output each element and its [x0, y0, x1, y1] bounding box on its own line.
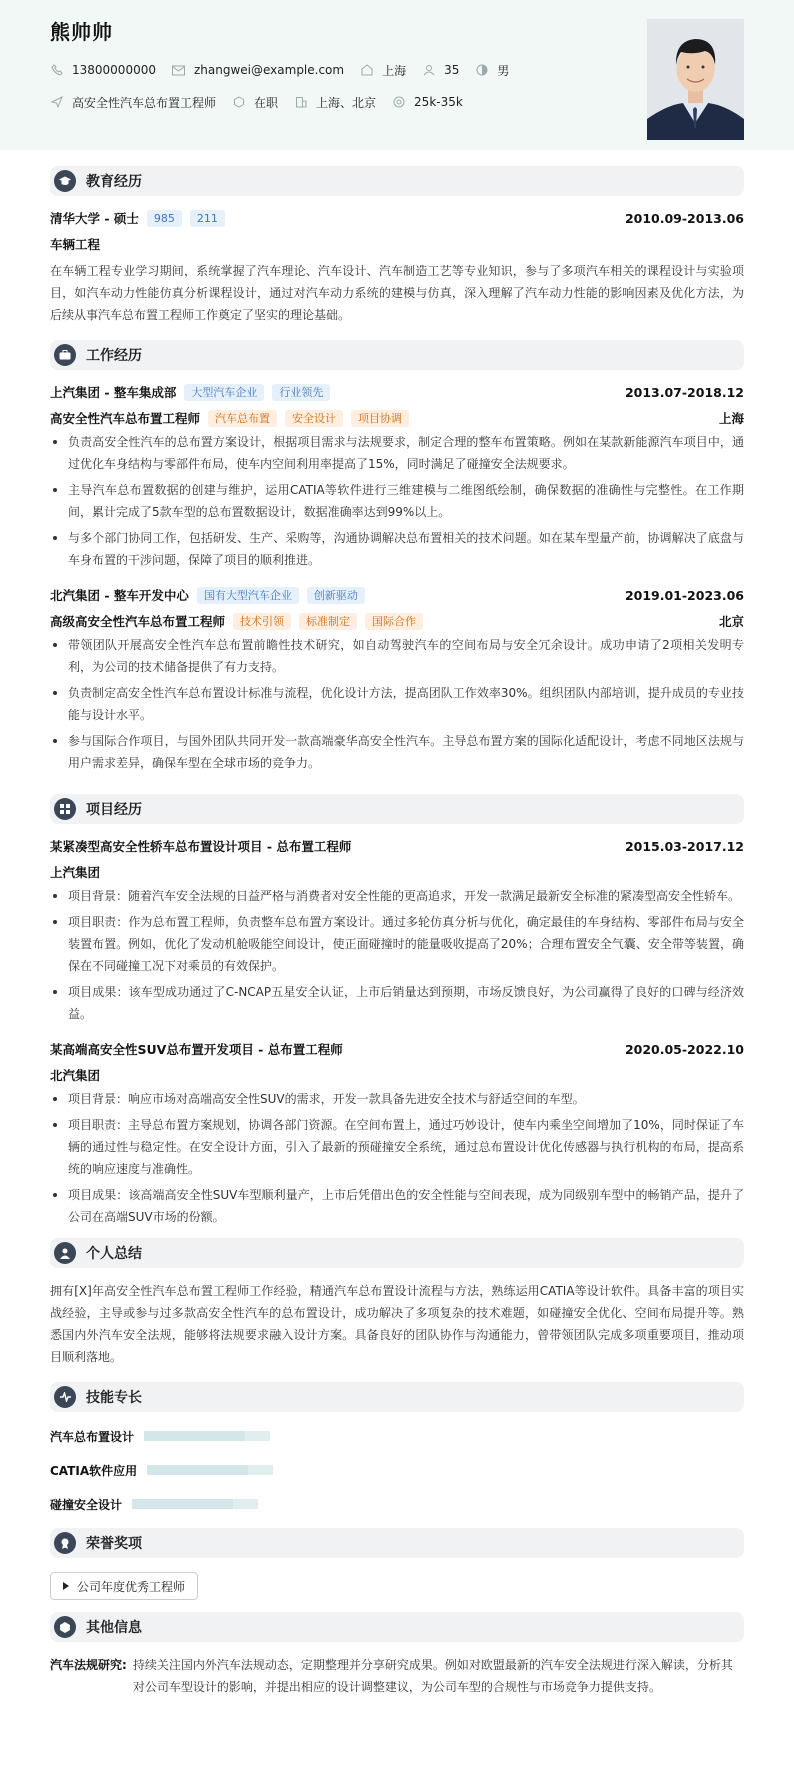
skill-name: 汽车总布置设计 [50, 1429, 135, 1444]
company-tag: 大型汽车企业 [184, 384, 264, 401]
location-icon [360, 63, 374, 77]
project-name: 某紧凑型高安全性轿车总布置设计项目 - 总布置工程师 [50, 839, 352, 854]
section-title-project: 项目经历 [86, 802, 142, 818]
section-title-skills: 技能专长 [86, 1390, 142, 1406]
target-city-item [294, 94, 376, 111]
project-name: 某高端高安全性SUV总布置开发项目 - 总布置工程师 [50, 1042, 343, 1057]
work-company-row [50, 382, 744, 402]
gender-item [475, 62, 509, 79]
resume-body [0, 150, 794, 1698]
role-tag: 汽车总布置 [208, 410, 277, 427]
project-company-row [50, 862, 744, 882]
work-date: 2019.01-2023.06 [624, 587, 744, 603]
pulse-icon [54, 1386, 76, 1408]
project-item [50, 836, 744, 1025]
education-header [50, 208, 744, 228]
position-item [50, 94, 216, 111]
skill-name: 碰撞安全设计 [50, 1497, 123, 1512]
school-name: 清华大学 - 硕士 [50, 211, 139, 226]
project-date: 2015.03-2017.12 [624, 838, 744, 854]
age-text: 35 [444, 63, 460, 77]
section-project [50, 794, 744, 824]
company-name: 上汽集团 - 整车集成部 [50, 385, 177, 400]
role-name: 高安全性汽车总布置工程师 [50, 411, 201, 426]
project-company: 上汽集团 [50, 865, 101, 880]
section-work [50, 340, 744, 370]
skill-bar [132, 1499, 258, 1509]
education-date: 2010.09-2013.06 [624, 210, 744, 226]
project-header [50, 836, 744, 856]
phone-item [50, 63, 156, 77]
work-item [50, 585, 744, 774]
work-location: 北京 [718, 614, 744, 629]
role-tag: 技术引领 [233, 613, 291, 630]
target-city-text: 上海、北京 [316, 95, 377, 110]
work-bullet: 带领团队开展高安全性汽车总布置前瞻性技术研究，如自动驾驶汽车的空间布局与安全冗余设计。成功申请了2项相关发明专利，为公司的技术储备提供了有力支持。 [50, 634, 744, 678]
briefcase-icon [54, 344, 76, 366]
salary-text: 25k-35k [414, 95, 463, 109]
school-tag: 985 [147, 210, 182, 227]
role-tag: 项目协调 [351, 410, 409, 427]
hexagon-icon [232, 95, 246, 109]
info-icon [54, 1616, 76, 1638]
project-company-row [50, 1065, 744, 1085]
role-name: 高级高安全性汽车总布置工程师 [50, 614, 226, 629]
work-item [50, 382, 744, 571]
email-item [172, 63, 344, 77]
work-bullet: 负责制定高安全性汽车总布置设计标准与流程，优化设计方法，提高团队工作效率30%。组织团队内部培训，提升成员的专业技能与设计水平。 [50, 682, 744, 726]
email-text: zhangwei@example.com [193, 63, 345, 77]
send-icon [50, 95, 64, 109]
role-tag: 国际合作 [365, 613, 423, 630]
city-text: 上海 [382, 63, 407, 78]
other-label: 汽车法规研究: [50, 1658, 127, 1672]
skill-bar [144, 1431, 270, 1441]
project-bullet: 项目成果：该车型成功通过了C-NCAP五星安全认证，上市后销量达到预期，市场反馈良好，为公司赢得了良好的口碑与经济效益。 [50, 981, 744, 1025]
skill-item [50, 1424, 400, 1448]
school-tag: 211 [190, 210, 225, 227]
work-bullet: 主导汽车总布置数据的创建与维护，运用CATIA等软件进行三维建模与二维图纸绘制，确保数据的准确性与完整性。在工作期间，累计完成了5款车型的总布置数据设计，数据准确率达到99%以上。 [50, 479, 744, 523]
project-bullet: 项目背景：响应市场对高端高安全性SUV的需求，开发一款具备先进安全技术与舒适空间的车型。 [50, 1088, 744, 1110]
company-tag: 行业领先 [272, 384, 330, 401]
award-name: 公司年度优秀工程师 [77, 1579, 186, 1594]
salary-item [392, 95, 463, 109]
person-icon [54, 1242, 76, 1264]
position-text: 高安全性汽车总布置工程师 [72, 95, 217, 110]
work-location: 上海 [718, 411, 744, 426]
project-header [50, 1039, 744, 1059]
skill-bar [147, 1465, 273, 1475]
work-company-row [50, 585, 744, 605]
project-bullet: 项目成果：该高端高安全性SUV车型顺利量产，上市后凭借出色的安全性能与空间表现，成为同级别车型中的畅销产品，提升了公司在高端SUV市场的份额。 [50, 1184, 744, 1228]
major-name: 车辆工程 [50, 237, 101, 252]
project-bullets [50, 885, 744, 1025]
city-item [360, 62, 406, 79]
work-role-row [50, 408, 744, 428]
section-education [50, 166, 744, 196]
graduation-cap-icon [54, 170, 76, 192]
building-icon [294, 95, 308, 109]
age-item [422, 63, 459, 77]
work-bullet: 负责高安全性汽车的总布置方案设计，根据项目需求与法规要求，制定合理的整车布置策略。例如在某款新能源汽车项目中，通过优化车身结构与零部件布局，使车内空间利用率提高了15%，同时满足了碰撞安全法规要求。 [50, 431, 744, 475]
company-tag: 创新驱动 [307, 587, 365, 604]
award-item [50, 1572, 198, 1600]
coin-icon [392, 95, 406, 109]
section-summary [50, 1238, 744, 1268]
project-bullet: 项目职责：主导总布置方案规划，协调各部门资源。在空间布置上，通过巧妙设计，使车内乘坐空间增加了10%，同时保证了车辆的通过性与稳定性。在安全设计方面，引入了最新的预碰撞安全系统，通过总布置设计优化传感器与执行机构的布局，提高系统的响应速度与准确性。 [50, 1114, 744, 1180]
company-tag: 国有大型汽车企业 [197, 587, 299, 604]
gender-icon [475, 63, 489, 77]
section-other [50, 1612, 744, 1642]
resume-header [0, 0, 794, 150]
project-bullet: 项目职责：作为总布置工程师，负责整车总布置方案设计。通过多轮仿真分析与优化，确定最佳的车身结构、零部件布局与安全装置布置。例如，优化了发动机舱吸能空间设计，使正面碰撞时的能量吸收提高了20%；合理布置安全气囊、安全带等装置，确保在不同碰撞工况下对乘员的有效保护。 [50, 911, 744, 977]
other-text: 持续关注国内外汽车法规动态，定期整理并分享研究成果。例如对欧盟最新的汽车安全法规进行深入解读，分析其对公司车型设计的影响，并提出相应的设计调整建议，为公司车型的合规性与市场竞争力提供支持。 [132, 1658, 733, 1694]
major-row [50, 234, 744, 254]
work-date: 2013.07-2018.12 [624, 384, 744, 400]
section-title-summary: 个人总结 [86, 1246, 142, 1262]
award-icon [54, 1532, 76, 1554]
gender-text: 男 [497, 63, 510, 78]
skills-list [50, 1424, 744, 1516]
skill-name: CATIA软件应用 [50, 1463, 138, 1478]
section-skills [50, 1382, 744, 1412]
mail-icon [172, 63, 186, 77]
skill-fill [147, 1465, 248, 1475]
skill-fill [132, 1499, 233, 1509]
company-name: 北汽集团 - 整车开发中心 [50, 588, 189, 603]
skill-fill [144, 1431, 245, 1441]
project-bullets [50, 1088, 744, 1228]
work-bullet: 与多个部门协同工作，包括研发、生产、采购等，沟通协调解决总布置相关的技术问题。如在某车型量产前，协调解决了底盘与车身布置的干涉问题，保障了项目的顺利推进。 [50, 527, 744, 571]
play-icon [63, 1582, 69, 1590]
phone-icon [50, 63, 64, 77]
work-role-row [50, 611, 744, 631]
work-bullets [50, 634, 744, 774]
section-title-other: 其他信息 [86, 1620, 142, 1636]
role-tag: 安全设计 [285, 410, 343, 427]
phone-text: 13800000000 [72, 63, 156, 77]
job-row [50, 93, 744, 111]
education-description: 在车辆工程专业学习期间，系统掌握了汽车理论、汽车设计、汽车制造工艺等专业知识，参与了多项汽车相关的课程设计与实验项目，如汽车动力性能仿真分析课程设计，通过对汽车动力系统的建模与仿真，深入理解了汽车动力性能的影响因素及优化方法，为后续从事汽车总布置工程师工作奠定了坚实的理论基础。 [50, 264, 744, 322]
other-info [50, 1654, 744, 1698]
role-tag: 标准制定 [299, 613, 357, 630]
section-title-education: 教育经历 [86, 174, 142, 190]
project-item [50, 1039, 744, 1228]
project-bullet: 项目背景：随着汽车安全法规的日益严格与消费者对安全性能的更高追求，开发一款满足最新安全标准的紧凑型高安全性轿车。 [50, 885, 744, 907]
grid-icon [54, 798, 76, 820]
work-bullet: 参与国际合作项目，与国外团队共同开发一款高端豪华高安全性汽车。主导总布置方案的国际化适配设计，考虑不同地区法规与用户需求差异，确保车型在全球市场的竞争力。 [50, 730, 744, 774]
skill-item [50, 1458, 400, 1482]
work-bullets [50, 431, 744, 571]
project-company: 北汽集团 [50, 1068, 101, 1083]
candidate-name: 熊帅帅 [50, 20, 113, 44]
status-text: 在职 [254, 95, 279, 110]
status-item [232, 94, 278, 111]
contact-row [50, 61, 744, 79]
section-title-honors: 荣誉奖项 [86, 1536, 142, 1552]
summary-text: 拥有[X]年高安全性汽车总布置工程师工作经验，精通汽车总布置设计流程与方法，熟练运用CATIA等设计软件。具备丰富的项目实战经验，主导或参与过多款高安全性汽车的总布置设计，成功解决了多项复杂的技术难题，如碰撞安全优化、空间布局提升等。熟悉国内外汽车安全法规，能够将法规要求融入设计方案。具备良好的团队协作与沟通能力，曾带领团队完成多项重要项目，推动项目顺利落地。 [50, 1284, 744, 1364]
skill-item [50, 1492, 400, 1516]
section-title-work: 工作经历 [86, 348, 142, 364]
user-icon [422, 63, 436, 77]
profile-photo [647, 19, 744, 140]
section-honors [50, 1528, 744, 1558]
project-date: 2020.05-2022.10 [624, 1041, 744, 1057]
